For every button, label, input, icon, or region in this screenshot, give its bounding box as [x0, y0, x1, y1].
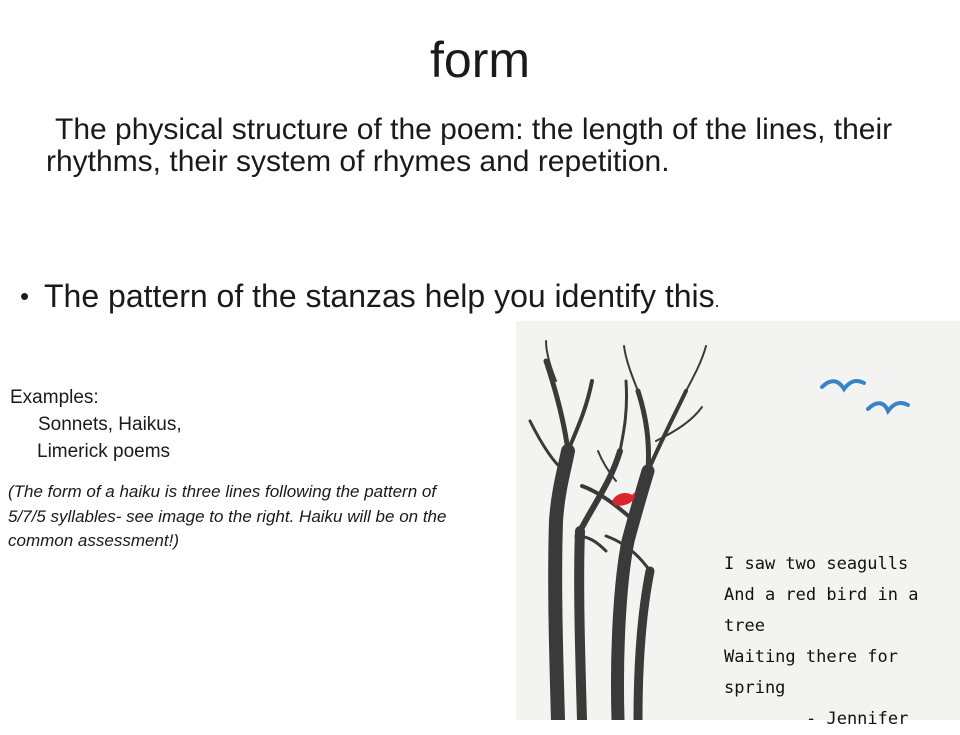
- haiku-line: And a red bird in a tree: [724, 585, 919, 636]
- haiku-note: (The form of a haiku is three lines following the pattern of 5/7/5 syllables- see image to the right. Haiku will be on the common assessment!): [8, 482, 447, 550]
- bare-trees: [530, 341, 706, 720]
- examples-block: [10, 384, 470, 465]
- haiku-illustration: [516, 321, 960, 729]
- haiku-poem: [724, 549, 954, 735]
- examples-line: Sonnets, Haikus,: [38, 414, 182, 435]
- seagulls-icon: [822, 381, 908, 411]
- haiku-line: Waiting there for spring: [724, 647, 898, 698]
- bullet-dot-icon: [20, 276, 44, 316]
- examples-line: Limerick poems: [37, 441, 171, 462]
- examples-label: Examples:: [10, 387, 99, 408]
- bullet-text: The pattern of the stanzas help you identify this: [44, 278, 715, 314]
- haiku-line: I saw two seagulls: [724, 554, 909, 574]
- bullet-period: .: [714, 291, 720, 311]
- slide-title: form: [430, 32, 530, 88]
- haiku-signature: - Jennifer: [806, 709, 909, 729]
- definition-text: The physical structure of the poem: the length of the lines, their rhythms, their system of rhymes and repetition.: [46, 113, 893, 178]
- bullet-item: [20, 276, 920, 321]
